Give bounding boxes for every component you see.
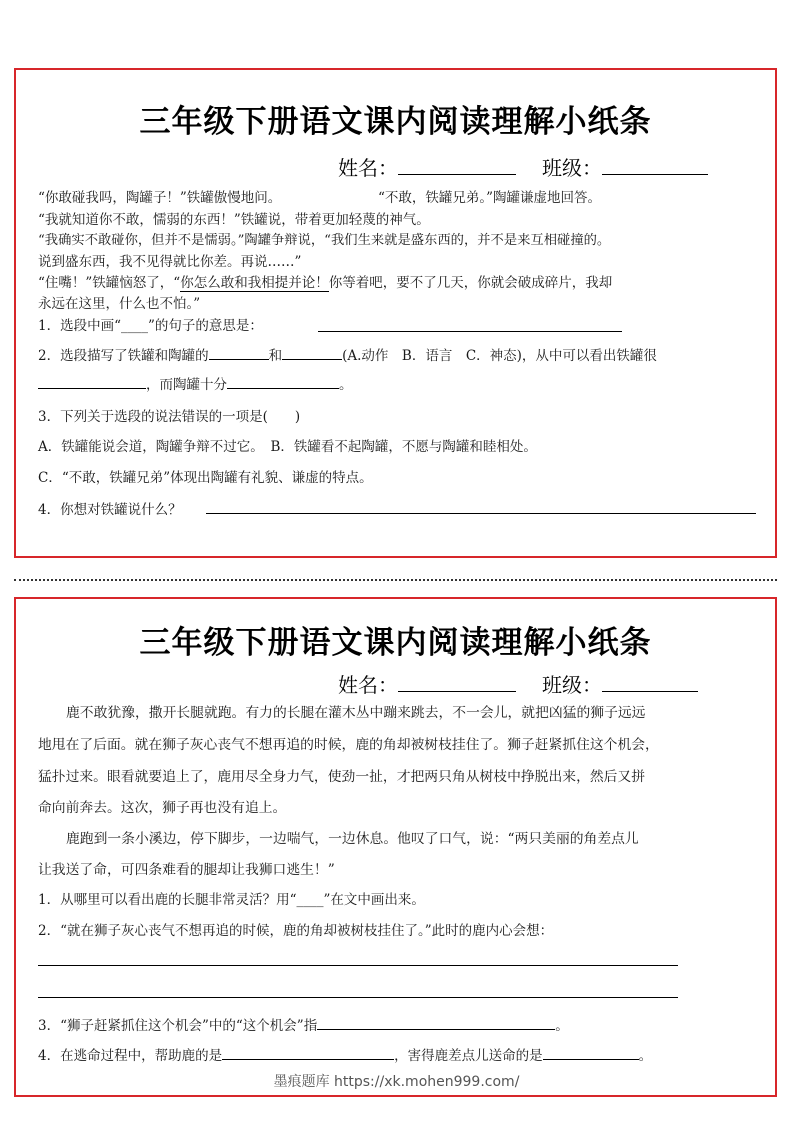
question-3-options-ab: A．铁罐能说会道，陶罐争辩不过它。 B．铁罐看不起陶罐，不愿与陶罐和睦相处。 — [38, 439, 537, 455]
question-2: 2．“就在狮子灰心丧气不想再追的时候，鹿的角却被树枝挂住了。”此时的鹿内心会想： — [38, 923, 554, 939]
name-label: 姓名： — [338, 156, 398, 180]
passage-line: 鹿跑到一条小溪边，停下脚步，一边喘气，一边休息。他叹了口气，说：“两只美丽的角差点儿 — [66, 831, 639, 847]
class-blank[interactable] — [602, 156, 708, 175]
answer-blank[interactable] — [38, 374, 146, 389]
worksheet-card-1 — [14, 68, 777, 558]
passage-line: “不敢，铁罐兄弟。”陶罐谦虚地回答。 — [378, 190, 602, 206]
question-3: 3．下列关于选段的说法错误的一项是( ) — [38, 409, 301, 425]
question-4 — [38, 1044, 652, 1064]
class-blank[interactable] — [602, 673, 698, 692]
passage-line: 猛扑过来。眼看就要追上了，鹿用尽全身力气，使劲一扯，才把两只角从树枝中挣脱出来，然后又拼 — [38, 769, 646, 785]
passage-line: 命向前奔去。这次，狮子再也没有追上。 — [38, 800, 287, 816]
passage-line: 永远在这里，什么也不怕。” — [38, 296, 201, 312]
question-1: 1．选段中画“____”的句子的意思是： — [38, 318, 263, 334]
answer-line[interactable] — [318, 331, 622, 332]
cut-line-separator — [14, 579, 777, 581]
answer-blank[interactable] — [209, 345, 269, 360]
worksheet-card-2 — [14, 597, 777, 1097]
passage-line: “我就知道你不敢，懦弱的东西！”铁罐说，带着更加轻蔑的神气。 — [38, 212, 430, 228]
passage-text: “住嘴！”铁罐恼怒了，“ — [38, 275, 181, 291]
question-3 — [38, 1014, 569, 1034]
name-class-row — [338, 152, 708, 181]
question-2-cont — [38, 373, 353, 393]
answer-line[interactable] — [38, 997, 678, 998]
passage-text: 你等着吧，要不了几天，你就会破成碎片，我却 — [328, 275, 613, 291]
question-4: 4．你想对铁罐说什么？ — [38, 502, 182, 518]
passage-line: 地甩在了后面。就在狮子灰心丧气不想再追的时候，鹿的角却被树枝挂住了。狮子赶紧抓住这个机会， — [38, 737, 659, 753]
question-3-option-c: C．“不敢，铁罐兄弟”体现出陶罐有礼貌、谦虚的特点。 — [38, 470, 373, 486]
name-label: 姓名： — [338, 673, 398, 697]
answer-blank[interactable] — [282, 345, 342, 360]
question-text: ，害得鹿差点儿送命的是 — [394, 1048, 543, 1064]
question-text: ，而陶罐十分 — [146, 377, 227, 393]
answer-blank[interactable] — [227, 374, 339, 389]
passage-line — [38, 271, 612, 291]
question-2 — [38, 344, 657, 364]
answer-blank[interactable] — [222, 1045, 394, 1060]
name-class-row — [338, 669, 698, 698]
name-blank[interactable] — [398, 156, 516, 175]
question-text: 2．选段描写了铁罐和陶罐的 — [38, 348, 209, 364]
question-text: 。 — [555, 1018, 569, 1034]
passage-line: “你敢碰我吗，陶罐子！”铁罐傲慢地问。 — [38, 190, 282, 206]
answer-blank[interactable] — [317, 1015, 555, 1030]
answer-line[interactable] — [206, 513, 756, 514]
question-text: 。 — [339, 377, 353, 393]
question-text: 4．在逃命过程中，帮助鹿的是 — [38, 1048, 223, 1064]
name-blank[interactable] — [398, 673, 516, 692]
question-1: 1．从哪里可以看出鹿的长腿非常灵活？用“____”在文中画出来。 — [38, 892, 425, 908]
worksheet-title: 三年级下册语文课内阅读理解小纸条 — [139, 625, 652, 661]
answer-line[interactable] — [38, 965, 678, 966]
class-label: 班级： — [542, 673, 602, 697]
question-text: 3．“狮子赶紧抓住这个机会”中的“这个机会”指 — [38, 1018, 318, 1034]
worksheet-title: 三年级下册语文课内阅读理解小纸条 — [139, 104, 652, 140]
footer-watermark: 墨痕题库 https://xk.mohen999.com/ — [273, 1074, 520, 1090]
passage-line: 让我送了命，可四条难看的腿却让我狮口逃生！” — [38, 862, 335, 878]
answer-blank[interactable] — [543, 1045, 639, 1060]
underlined-sentence: 你怎么敢和我相提并论！ — [180, 275, 329, 291]
question-text: 和 — [268, 348, 283, 364]
question-text: (A.动作 B．语言 C．神态)，从中可以看出铁罐很 — [342, 348, 657, 364]
passage-line: 鹿不敢犹豫，撒开长腿就跑。有力的长腿在灌木丛中蹦来跳去，不一会儿，就把凶猛的狮子远远 — [66, 705, 646, 721]
passage-line: 说到盛东西，我不见得就比你差。再说……” — [38, 254, 302, 270]
question-text: 。 — [638, 1048, 653, 1064]
passage-line: “我确实不敢碰你，但并不是懦弱。”陶罐争辩说，“我们生来就是盛东西的，并不是来互相碰撞的。 — [38, 233, 611, 248]
class-label: 班级： — [542, 156, 602, 180]
